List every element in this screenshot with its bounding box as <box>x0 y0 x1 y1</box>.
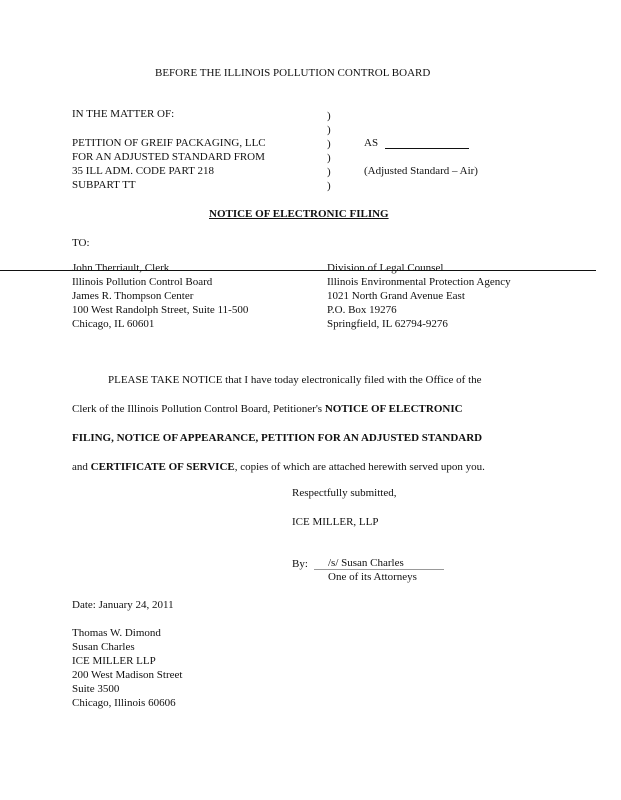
body-line-2 <box>72 403 463 416</box>
counsel-line: Suite 3500 <box>72 683 120 695</box>
counsel-line: Chicago, Illinois 60606 <box>72 697 176 709</box>
body-line-1: PLEASE TAKE NOTICE that I have today electronically filed with the Office of the <box>108 374 482 386</box>
caption-paren: ) <box>327 166 331 178</box>
addressee-right-line: P.O. Box 19276 <box>327 304 397 316</box>
by-label: By: <box>292 558 308 570</box>
counsel-line: ICE MILLER LLP <box>72 655 156 667</box>
petition-line-1: PETITION OF GREIF PACKAGING, LLC <box>72 137 266 149</box>
court-header: BEFORE THE ILLINOIS POLLUTION CONTROL BOARD <box>155 67 431 79</box>
body-line-4-bold: CERTIFICATE OF SERVICE <box>90 461 235 473</box>
addressee-left-line: 100 West Randolph Street, Suite 11-500 <box>72 304 249 316</box>
signer-role: One of its Attorneys <box>328 571 417 583</box>
petition-line-2: FOR AN ADJUSTED STANDARD FROM <box>72 151 265 163</box>
counsel-line: Susan Charles <box>72 641 135 653</box>
caption-paren: ) <box>327 124 331 136</box>
signer-name: /s/ Susan Charles <box>328 557 404 569</box>
addressee-right-line: Illinois Environmental Protection Agency <box>327 276 511 288</box>
counsel-line: Thomas W. Dimond <box>72 627 161 639</box>
firm-name: ICE MILLER, LLP <box>292 516 379 528</box>
in-the-matter-label: IN THE MATTER OF: <box>72 108 175 120</box>
addressee-right-line: 1021 North Grand Avenue East <box>327 290 465 302</box>
body-line-4-plain-a: and <box>72 461 91 473</box>
addressee-left-line: Chicago, IL 60601 <box>72 318 155 330</box>
signature-line <box>314 569 444 570</box>
body-line-2-bold: NOTICE OF ELECTRONIC <box>324 403 463 415</box>
standard-type: (Adjusted Standard – Air) <box>364 165 478 177</box>
caption-paren: ) <box>327 110 331 122</box>
addressee-left-line: Illinois Pollution Control Board <box>72 276 213 288</box>
counsel-line: 200 West Madison Street <box>72 669 183 681</box>
petition-line-3: 35 ILL ADM. CODE PART 218 <box>72 165 214 177</box>
body-line-4 <box>72 461 485 474</box>
caption-paren: ) <box>327 180 331 192</box>
body-line-2-plain: Clerk of the Illinois Pollution Control Board, Petitioner's <box>72 403 325 415</box>
case-number-blank <box>385 137 469 149</box>
case-number-label: AS <box>364 137 379 149</box>
notice-title: NOTICE OF ELECTRONIC FILING <box>209 208 389 220</box>
to-label: TO: <box>72 237 90 249</box>
body-line-4-plain-b: , copies of which are attached herewith served upon you. <box>234 461 485 473</box>
addressee-left-line: John Therriault, Clerk <box>72 262 170 274</box>
addressee-left-line: James R. Thompson Center <box>72 290 194 302</box>
petition-line-4: SUBPART TT <box>72 179 136 191</box>
addressee-right-line: Springfield, IL 62794-9276 <box>327 318 448 330</box>
caption-paren: ) <box>327 152 331 164</box>
caption-paren: ) <box>327 138 331 150</box>
body-line-3: FILING, NOTICE OF APPEARANCE, PETITION FOR AN ADJUSTED STANDARD <box>72 432 483 444</box>
date-line: Date: January 24, 2011 <box>72 599 174 611</box>
closing: Respectfully submitted, <box>292 487 397 499</box>
addressee-right-line: Division of Legal Counsel <box>327 262 444 274</box>
